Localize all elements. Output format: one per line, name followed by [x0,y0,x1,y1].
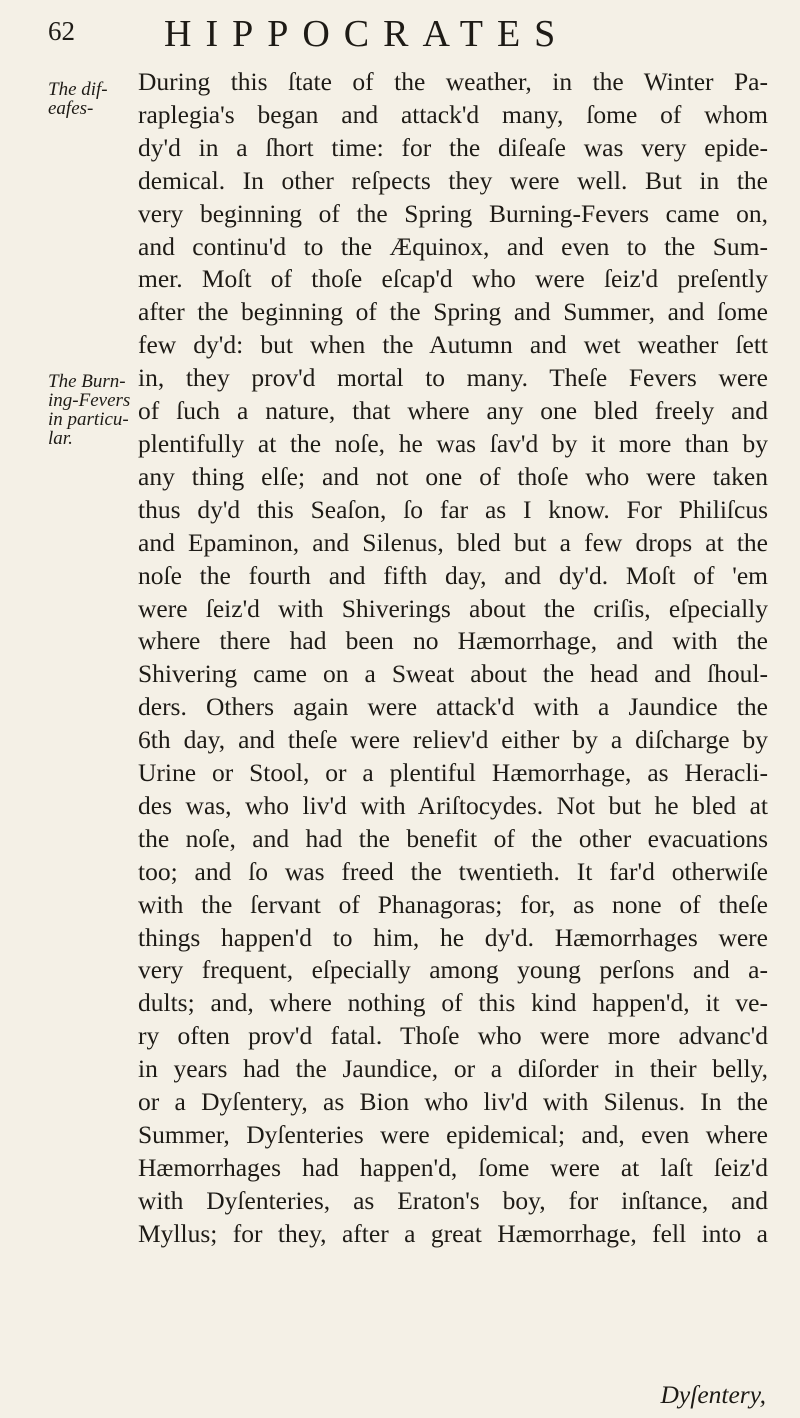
text-line: few dy'd: but when the Autumn and wet weather ſett [138,330,768,360]
text-line: in, they prov'd mortal to many. Theſe Fevers were [138,363,768,393]
text-line: des was, who liv'd with Ariſtocydes. Not but he bled at [138,790,768,820]
page-header [48,12,708,64]
margin-note-line: ing-Fevers [48,390,131,411]
text-line: any thing elſe; and not one of thoſe who were taken [138,461,768,491]
text-line: of ſuch a nature, that where any one bled freely and [138,396,768,426]
margin-note-line: eafes- [48,98,94,119]
text-line: Shivering came on a Sweat about the head and ſhoul- [138,659,768,689]
catchword: Dyſentery, [660,1380,766,1409]
running-title: HIPPOCRATES [164,13,570,55]
text-line: where there had been no Hæmorrhage, and with the [138,626,768,656]
text-line: Myllus; for they, after a great Hæmorrhage, fell into a [138,1218,768,1248]
margin-note-line: lar. [48,428,73,449]
text-line: thus dy'd this Seaſon, ſo far as I know. For Philiſcus [138,494,768,524]
text-line: very frequent, eſpecially among young perſons and a- [138,955,768,985]
text-line: Hæmorrhages had happen'd, ſome were at laſt ſeiz'd [138,1152,768,1182]
text-line: after the beginning of the Spring and Summer, and ſome [138,297,768,327]
body-text [138,66,768,1251]
text-line: dults; and, where nothing of this kind happen'd, it ve- [138,988,768,1018]
text-line: with Dyſenteries, as Eraton's boy, for inſtance, and [138,1185,768,1215]
text-line: and Epaminon, and Silenus, bled but a few drops at the [138,527,768,557]
margin-note-line: The dif- [48,79,108,100]
text-line: During this ſtate of the weather, in the Winter Pa- [138,67,768,96]
text-line: raplegia's began and attack'd many, ſome of whom [138,99,768,129]
text-line: ders. Others again were attack'd with a Jaundice the [138,692,768,722]
text-line: ry often prov'd fatal. Thoſe who were more advanc'd [138,1021,768,1051]
text-line: too; and ſo was freed the twentieth. It far'd otherwiſe [138,856,768,886]
text-line: plentifully at the noſe, he was ſav'd by it more than by [138,428,768,458]
text-line: mer. Moſt of thoſe eſcap'd who were ſeiz'd preſently [138,264,768,294]
margin-note-diseases [48,80,118,118]
text-line: demical. In other reſpects they were well. But in the [138,165,768,195]
text-line: dy'd in a ſhort time: for the diſeaſe was very epide- [138,132,768,162]
text-line: very beginning of the Spring Burning-Fevers came on, [138,198,768,228]
text-line: or a Dyſentery, as Bion who liv'd with Silenus. In the [138,1087,768,1117]
text-line: noſe the fourth and fifth day, and dy'd. Moſt of 'em [138,560,768,590]
text-line: things happen'd to him, he dy'd. Hæmorrhages were [138,922,768,952]
margin-note-line: The Burn- [48,371,126,392]
text-line: were ſeiz'd with Shiverings about the criſis, eſpecially [138,593,768,623]
text-line: 6th day, and theſe were reliev'd either by a diſcharge by [138,725,768,755]
text-line: and continu'd to the Æquinox, and even to the Sum- [138,231,768,261]
text-line: with the ſervant of Phanagoras; for, as none of theſe [138,889,768,919]
text-line: Summer, Dyſenteries were epidemical; and, even where [138,1120,768,1149]
margin-note-line: in particu- [48,409,129,430]
text-line: the noſe, and had the benefit of the other evacuations [138,823,768,853]
margin-note-burning-fevers [48,371,131,449]
text-line: Urine or Stool, or a plentiful Hæmorrhage, as Heracli- [138,758,768,788]
page-number: 62 [48,16,75,46]
text-line: in years had the Jaundice, or a diſorder in their belly, [138,1054,768,1084]
